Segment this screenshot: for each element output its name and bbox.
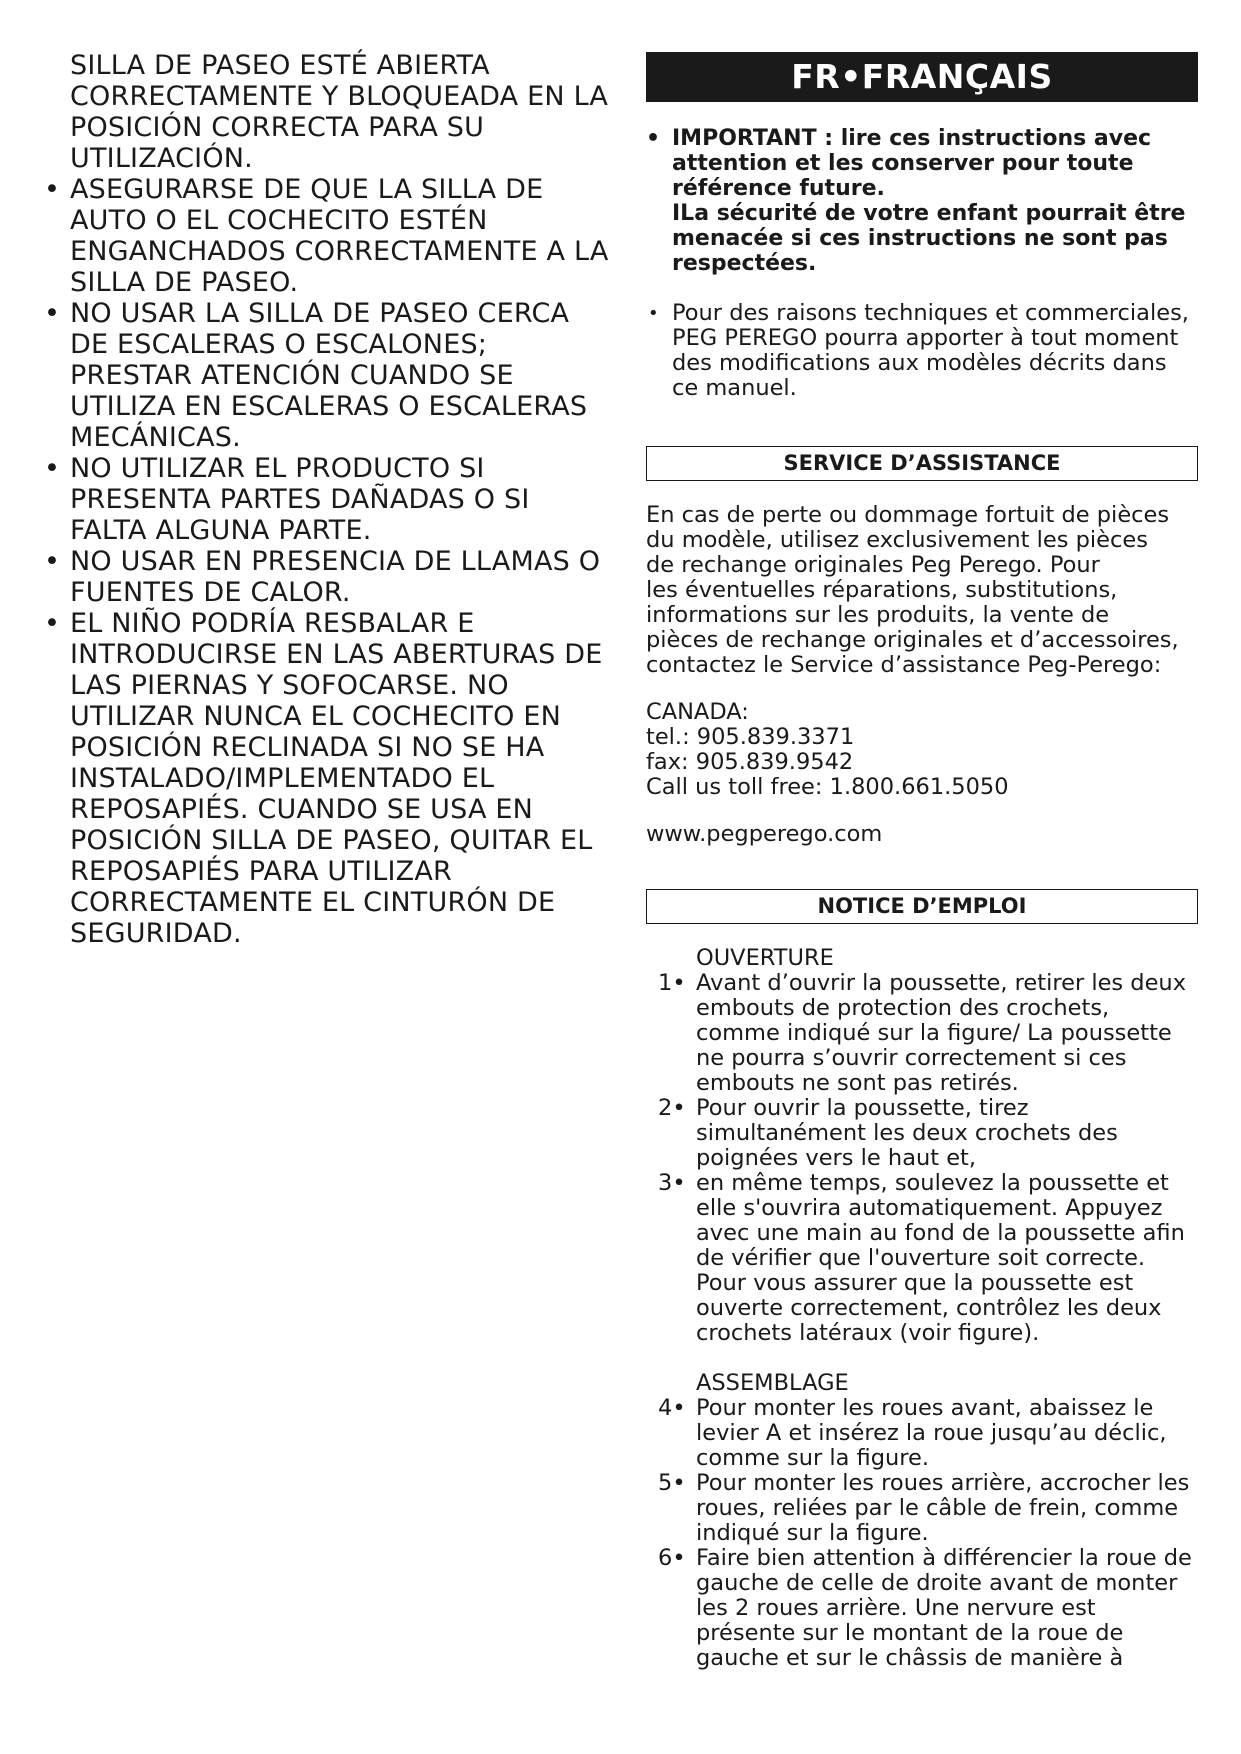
contact-tollfree: Call us toll free: 1.800.661.5050: [646, 774, 1009, 800]
step-number: 4•: [658, 1395, 686, 1421]
step-text: en même temps, soulevez la poussette et elle s'ouvrira automatiquement. Appuyez avec une main au fond de la poussette afin de vérifier que l'ouverture soit correcte. Pour vous assurer que la poussette est ouverte correctement, contrôlez les deux crochets latéraux (voir figure).: [696, 1170, 1185, 1346]
instruction-step: [646, 1471, 1198, 1546]
spanish-warnings-column: [44, 50, 614, 949]
step-text: Pour ouvrir la poussette, tirez simultanément les deux crochets des poignées vers le haut et,: [696, 1095, 1118, 1171]
step-text: Pour monter les roues arrière, accrocher les roues, reliées par le câble de frein, comme indiqué sur la figure.: [696, 1470, 1190, 1546]
service-paragraph: [646, 503, 1198, 678]
service-section-title: SERVICE D’ASSISTANCE: [646, 446, 1198, 481]
important-line: ILa sécurité de votre enfant pourrait être menacée si ces instructions ne sont pas respectées.: [672, 201, 1186, 276]
french-column: [646, 52, 1198, 1671]
service-line: En cas de perte ou dommage fortuit de pièces: [646, 502, 1170, 528]
instructions-section-title: NOTICE D’EMPLOI: [646, 889, 1198, 924]
spacer: [646, 1346, 1198, 1371]
assembly-heading: ASSEMBLAGE: [696, 1370, 849, 1396]
instruction-step: [646, 1396, 1198, 1471]
service-line: pièces de rechange originales et d’accessoires,: [646, 627, 1179, 653]
warning-item: • NO USAR EN PRESENCIA DE LLAMAS O FUENTES DE CALOR.: [44, 546, 614, 608]
contact-fax: fax: 905.839.9542: [646, 749, 854, 775]
step-text: Faire bien attention à différencier la roue de gauche de celle de droite avant de monter les 2 roues arrière. Une nervure est présente sur le montant de la roue de gauche et sur le châssis de manière à: [696, 1545, 1192, 1671]
warning-item: • EL NIÑO PODRÍA RESBALAR E INTRODUCIRSE EN LAS ABERTURAS DE LAS PIERNAS Y SOFOCARSE. NO UTILIZAR NUNCA EL COCHECITO EN POSICIÓN RECLINADA SI NO SE HA INSTALADO/IMPLEMENTADO EL REPOSAPIÉS. CUANDO SE USA EN POSICIÓN SILLA DE PASEO, QUITAR EL REPOSAPIÉS PARA UTILIZAR CORRECTAMENTE EL CINTURÓN DE SEGURIDAD.: [44, 608, 614, 949]
contact-tel: tel.: 905.839.3371: [646, 724, 855, 750]
service-line: informations sur les produits, la vente de: [646, 602, 1110, 628]
contact-block: [646, 700, 1198, 800]
service-line: les éventuelles réparations, substitutions,: [646, 577, 1118, 603]
service-line: contactez le Service d’assistance Peg-Perego:: [646, 652, 1162, 678]
modification-note: • Pour des raisons techniques et commerciales, PEG PEREGO pourra apporter à tout moment des modifications aux modèles décrits dans ce manuel.: [646, 301, 1198, 401]
instruction-step: [646, 1096, 1198, 1171]
step-number: 3•: [658, 1170, 686, 1196]
instruction-step: [646, 1546, 1198, 1671]
instruction-step: [646, 1171, 1198, 1346]
step-number: 5•: [658, 1470, 686, 1496]
instructions-list: [646, 946, 1198, 1671]
warning-continuation: SILLA DE PASEO ESTÉ ABIERTA CORRECTAMENTE Y BLOQUEADA EN LA POSICIÓN CORRECTA PARA SU UTILIZACIÓN.: [70, 50, 609, 174]
step-text: Avant d’ouvrir la poussette, retirer les deux embouts de protection des crochets, comme indiqué sur la figure/ La poussette ne pourra s’ouvrir correctement si ces embouts ne sont pas retirés.: [696, 970, 1187, 1096]
opening-heading: OUVERTURE: [696, 945, 834, 971]
step-text: Pour monter les roues avant, abaissez le levier A et insérez la roue jusqu’au déclic, comme sur la figure.: [696, 1395, 1167, 1471]
instruction-step: [646, 971, 1198, 1096]
website: www.pegperego.com: [646, 821, 883, 847]
service-line: de rechange originales Peg Perego. Pour: [646, 552, 1100, 578]
warning-item: • ASEGURARSE DE QUE LA SILLA DE AUTO O EL COCHECITO ESTÉN ENGANCHADOS CORRECTAMENTE A LA SILLA DE PASEO.: [44, 174, 614, 298]
contact-country: CANADA:: [646, 699, 749, 725]
service-line: du modèle, utilisez exclusivement les pièces: [646, 527, 1148, 553]
important-line: • IMPORTANT : lire ces instructions avec attention et les conserver pour toute référence future.: [672, 126, 1152, 201]
step-number: 2•: [658, 1095, 686, 1121]
step-number: 1•: [658, 970, 686, 996]
warning-item: • NO UTILIZAR EL PRODUCTO SI PRESENTA PARTES DAÑADAS O SI FALTA ALGUNA PARTE.: [44, 453, 614, 546]
language-header: FR•FRANÇAIS: [646, 52, 1198, 102]
important-notice: [646, 126, 1198, 276]
warning-item: • NO USAR LA SILLA DE PASEO CERCA DE ESCALERAS O ESCALONES; PRESTAR ATENCIÓN CUANDO SE UTILIZA EN ESCALERAS O ESCALERAS MECÁNICAS.: [44, 298, 614, 453]
step-number: 6•: [658, 1545, 686, 1571]
